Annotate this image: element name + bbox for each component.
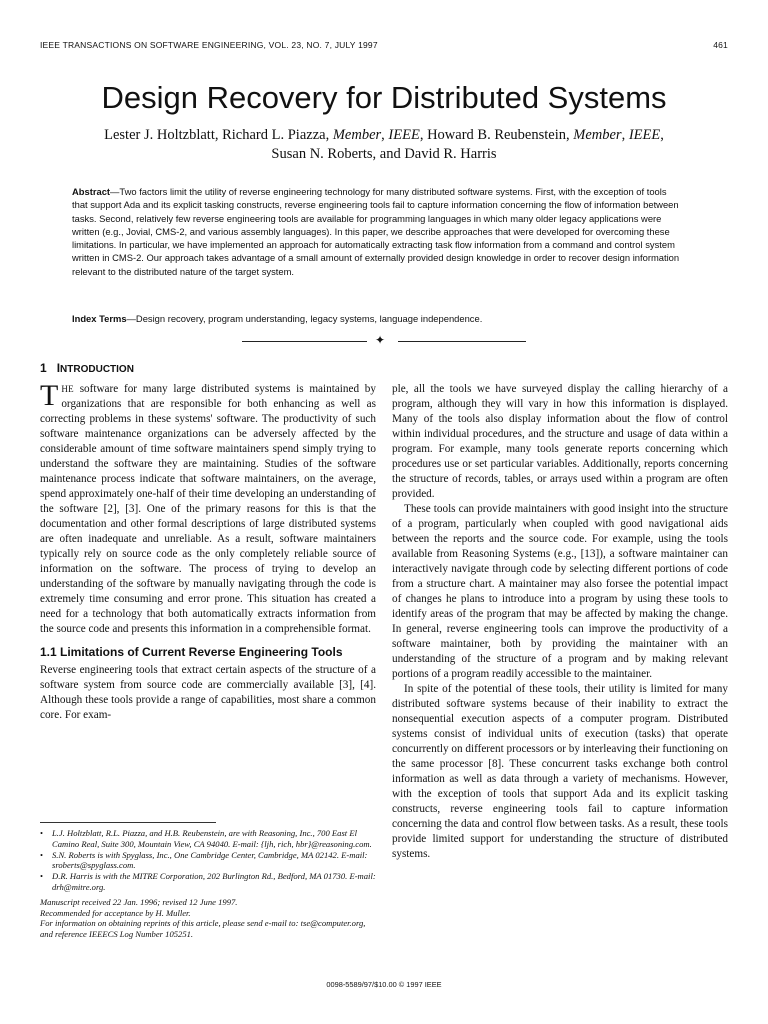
index-terms-text: —Design recovery, program understanding, legacy systems, language independence. (126, 313, 483, 324)
authors-line1-a: Lester J. Holtzblatt, Richard L. Piazza, (104, 127, 333, 143)
intro-text: software for many large distributed systems is maintained by organizations that are responsible for both enhancing as well as correcting problems in these systems' software. The productivity of such software maintenance organizations can be adversely affected by the considerable amount of time software maintainers spend simply trying to understand the software they are maintaining. Studies of the software maintenance process indicate that software maintainers, on the average, spend approximately one-half of their time developing an understanding of the software [2], [3]. One of the primary reasons for this is that the documentation and other formal descriptions of large distributed systems are often inadequate and unreliable. As a result, software maintainers typically rely on source code as the only completely reliable source of information on the software. The process of trying to develop an understanding of the software by manually navigating through the code is extremely time consuming and error prone. This situation has created a need for a technology that both automatically extracts information from the source code and presents this information in a comprehensible format. (40, 383, 376, 635)
left-column (40, 379, 376, 723)
index-terms-label: Index Terms (72, 313, 127, 324)
reprint-info: For information on obtaining reprints of this article, please send e-mail to: tse@computer.org, and reference IEEECS Log Number 105251. (40, 918, 366, 940)
manuscript-received: Manuscript received 22 Jan. 1996; revised 12 June 1997. (40, 896, 238, 907)
affiliation-footnote: • L.J. Holtzblatt, R.L. Piazza, and H.B. Reubenstein, are with Reasoning, Inc., 700 East El Camino Real, Suite 300, Mountain View, CA 94040. E-mail: {ljh, rich, hbr}@reasoning.com. (40, 828, 372, 849)
paper-title: Design Recovery for Distributed Systems (101, 80, 667, 115)
section-number: 1 (40, 361, 47, 375)
lead-in: HE (61, 384, 74, 394)
section-title-first: I (56, 361, 61, 375)
member-label: Member (573, 127, 622, 143)
section-title-rest: NTRODUCTION (60, 364, 134, 375)
ieee-label: IEEE (388, 127, 420, 143)
divider-diamond-icon: ✦ (375, 333, 386, 347)
authors-comma: , (660, 127, 664, 143)
page-number: 461 (713, 40, 728, 50)
abstract-text: —Two factors limit the utility of reverse engineering technology for many distributed software systems. First, with the exception of tools that support Ada and its explicit tasking constructs, reverse engineering tools fail to capture information concerning the flow of information between tasks. Second, relatively few reverse engineering tools are available for programming languages in which many older legacy applications were written (e.g., Jovial, CMS-2, and various assembly languages). In this paper, we describe approaches that were developed for overcoming these limitations. In particular, we have implemented an approach for automatically extracting task flow information from a command and control system written in CMS-2. Our approach takes advantage of a small amount of externally provided design knowledge in order to recover design information relevant to the distributed nature of the target system. (72, 186, 680, 277)
bullet: • (40, 828, 44, 838)
abstract-label: Abstract (72, 186, 111, 197)
bullet: • (40, 849, 44, 860)
drop-cap: T (40, 379, 59, 412)
subsection-paragraph: Reverse engineering tools that extract certain aspects of the structure of a software system from source code are commercially available [3], [4]. Although these tools provide a range of capabilities, most share a common core. For exam- (40, 664, 376, 721)
body-paragraph: ple, all the tools we have surveyed display the calling hierarchy of a program, although they will vary in how this information is displayed. Many of the tools also display information about the flow of control within individual procedures, and the structure and usage of data within a program. For example, many tools generate reports concerning which procedures use or set particular variables. Additionally, reports concerning the structure of records, tables, or arrays used within a program are often provided. (392, 383, 728, 500)
index-terms (72, 313, 692, 324)
bullet: • (40, 871, 44, 882)
section-divider (242, 334, 526, 348)
ieee-label: IEEE (628, 127, 661, 143)
body-paragraph: These tools can provide maintainers with good insight into the structure of a program, particularly when coupled with good navigational aids between the reports and the source code. For example, using the tools available from Reasoning Systems (e.g., [13]), a software maintainer can interactively navigate through code by selecting different portions of code from a structure chart. A maintainer may also forsee the potential impact of changes he plans to introduce into a program by using these tools to identify areas of the program that may be affected by making the change. In general, reverse engineering tools can improve the productivity of a software maintainer, both by providing the maintainer with an understanding of the structure of a program and by making relevant portions of a program readily accessible to the maintainer. (392, 503, 728, 680)
section-heading (40, 361, 134, 375)
author-list: Lester J. Holtzblatt, Richard L. Piazza, Member, IEEE, Howard B. Reubenstein, Member, IEEE, Susan N. Roberts, and David R. Harris (104, 127, 664, 162)
copyright-line: 0098-5589/97/$10.00 © 1997 IEEE (326, 980, 442, 989)
affiliation-footnote: • D.R. Harris is with the MITRE Corporation, 202 Burlington Rd., Bedford, MA 01730. E-mail: drh@mitre.org. (40, 871, 376, 892)
authors-line1-b: , Howard B. Reubenstein, (419, 127, 574, 143)
footnote-rule (40, 822, 216, 823)
running-header: IEEE TRANSACTIONS ON SOFTWARE ENGINEERING, VOL. 23, NO. 7, JULY 1997 (40, 40, 378, 50)
footnotes (40, 828, 376, 940)
intro-paragraph (40, 379, 376, 637)
affiliation-footnote: • S.N. Roberts is with Spyglass, Inc., One Cambridge Center, Cambridge, MA 02142. E-mail: sroberts@spyglass.com. (40, 849, 368, 871)
authors-line2: Susan N. Roberts, and David R. Harris (271, 146, 497, 162)
body-paragraph: In spite of the potential of these tools, their utility is limited for many distributed software systems because of their inability to extract the nonsequential execution aspects of a computer program. Distributed systems consist of individual units of execution (tasks) that operate concurrently on different processors or by interleaving their functioning on the same processor [8]. These concurrent tasks exchange both control information as well as data through a variety of mechanisms. However, with the exception of tools that support Ada and its explicit tasking constructs, reverse engineering tools fail to capture information concerning the data and control flow between tasks. As a result, these tools provide limited support for understanding the structure of distributed systems. (392, 683, 728, 860)
recommended-by: Recommended for acceptance by H. Muller. (40, 907, 191, 918)
subsection-heading: 1.1 Limitations of Current Reverse Engineering Tools (40, 645, 343, 659)
right-column (392, 382, 728, 862)
abstract (72, 185, 680, 278)
member-label: Member (332, 127, 382, 143)
